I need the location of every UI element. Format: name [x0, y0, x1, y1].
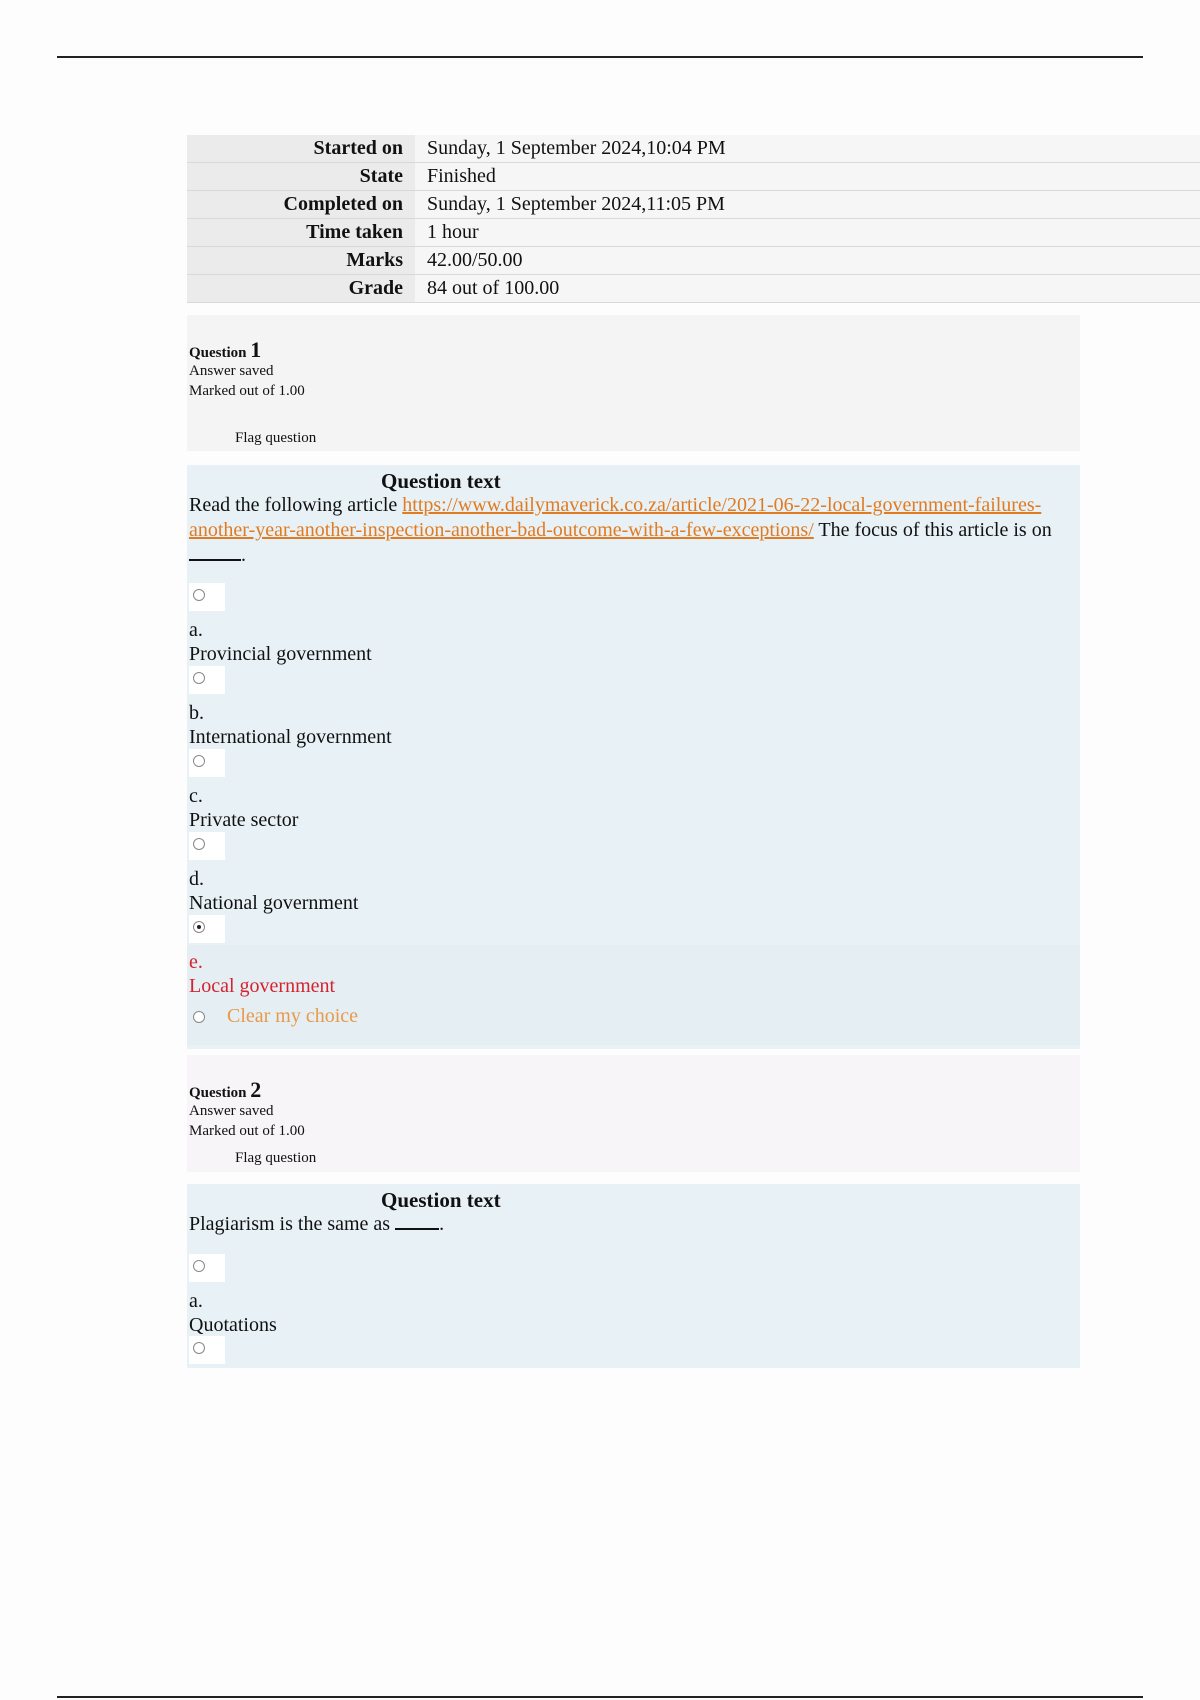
question-number: [189, 1077, 261, 1103]
question-text-heading: Question text: [381, 469, 501, 493]
summary-value: 42.00/50.00: [415, 247, 1200, 275]
option-text[interactable]: Local government: [189, 975, 336, 997]
summary-label: Completed on: [187, 191, 415, 219]
summary-value: Sunday, 1 September 2024,11:05 PM: [415, 191, 1200, 219]
option-text[interactable]: Provincial government: [189, 643, 372, 665]
question-text-intro: Read the following article: [189, 494, 403, 516]
question-2-content: [187, 1184, 1080, 1368]
clear-choice-link[interactable]: Clear my choice: [227, 1005, 359, 1027]
summary-label: Started on: [187, 135, 415, 163]
option-text[interactable]: Private sector: [189, 809, 299, 831]
radio-button[interactable]: [193, 1260, 205, 1272]
question-number: [189, 337, 261, 363]
option-letter: d.: [189, 868, 204, 890]
summary-row-completed-on: [187, 191, 1200, 219]
option-letter: c.: [189, 785, 203, 807]
question-text-intro: Plagiarism is the same as: [189, 1213, 396, 1235]
radio-button[interactable]: [193, 1011, 205, 1023]
option-letter: e.: [189, 951, 203, 973]
radio-button[interactable]: [193, 1342, 205, 1354]
question-marks: Marked out of 1.00: [189, 383, 305, 399]
summary-label: State: [187, 163, 415, 191]
radio-container: [189, 666, 225, 694]
option-letter: a.: [189, 1290, 203, 1312]
summary-label: Time taken: [187, 219, 415, 247]
question-text-end: .: [241, 544, 246, 566]
radio-container: [189, 749, 225, 777]
attempt-summary-table: [187, 135, 1200, 303]
top-rule: [57, 56, 1143, 58]
radio-button[interactable]: [193, 589, 205, 601]
question-label: Question: [189, 1085, 247, 1101]
flag-question-button[interactable]: Flag question: [235, 1150, 317, 1166]
answer-blank: [189, 543, 241, 561]
radio-button[interactable]: [193, 672, 205, 684]
radio-container: [189, 583, 225, 611]
option-text[interactable]: Quotations: [189, 1314, 277, 1336]
question-number-value: 1: [250, 337, 262, 362]
summary-value: Finished: [415, 163, 1200, 191]
question-state: Answer saved: [189, 363, 274, 379]
summary-value: 84 out of 100.00: [415, 275, 1200, 303]
summary-label: Marks: [187, 247, 415, 275]
radio-button[interactable]: [193, 755, 205, 767]
summary-label: Grade: [187, 275, 415, 303]
question-number-value: 2: [250, 1077, 262, 1102]
summary-row-started-on: [187, 135, 1200, 163]
question-label: Question: [189, 345, 247, 361]
radio-container: [189, 1336, 225, 1364]
summary-row-state: [187, 163, 1200, 191]
flag-question-button[interactable]: Flag question: [235, 430, 317, 446]
summary-row-grade: [187, 275, 1200, 303]
question-text-heading: Question text: [381, 1188, 501, 1212]
radio-container: [189, 915, 225, 943]
question-state: Answer saved: [189, 1103, 274, 1119]
radio-container: [189, 832, 225, 860]
summary-row-marks: [187, 247, 1200, 275]
option-letter: a.: [189, 619, 203, 641]
radio-button[interactable]: [193, 838, 205, 850]
option-text[interactable]: International government: [189, 726, 392, 748]
radio-button-checked[interactable]: [193, 921, 205, 933]
article-link[interactable]: https://www.dailymaverick.co.za/article/2021-06-22-local-government-failures-another-year-another-inspection-another-bad-outcome-with-a-few-exceptions/: [189, 494, 1042, 541]
summary-row-time-taken: [187, 219, 1200, 247]
question-2-info: [187, 1055, 1080, 1172]
question-1-info: [187, 315, 1080, 451]
radio-container: [189, 1254, 225, 1282]
summary-value: 1 hour: [415, 219, 1200, 247]
question-1-content: [187, 465, 1080, 1049]
option-text[interactable]: National government: [189, 892, 359, 914]
question-text: [189, 1212, 1069, 1237]
answer-blank: [395, 1212, 439, 1230]
question-marks: Marked out of 1.00: [189, 1123, 305, 1139]
option-letter: b.: [189, 702, 204, 724]
question-text: [189, 493, 1069, 568]
question-text-end: .: [439, 1213, 445, 1235]
summary-value: Sunday, 1 September 2024,10:04 PM: [415, 135, 1200, 163]
bottom-rule: [57, 1696, 1143, 1698]
question-text-prompt: The focus of this article is on: [813, 519, 1052, 541]
